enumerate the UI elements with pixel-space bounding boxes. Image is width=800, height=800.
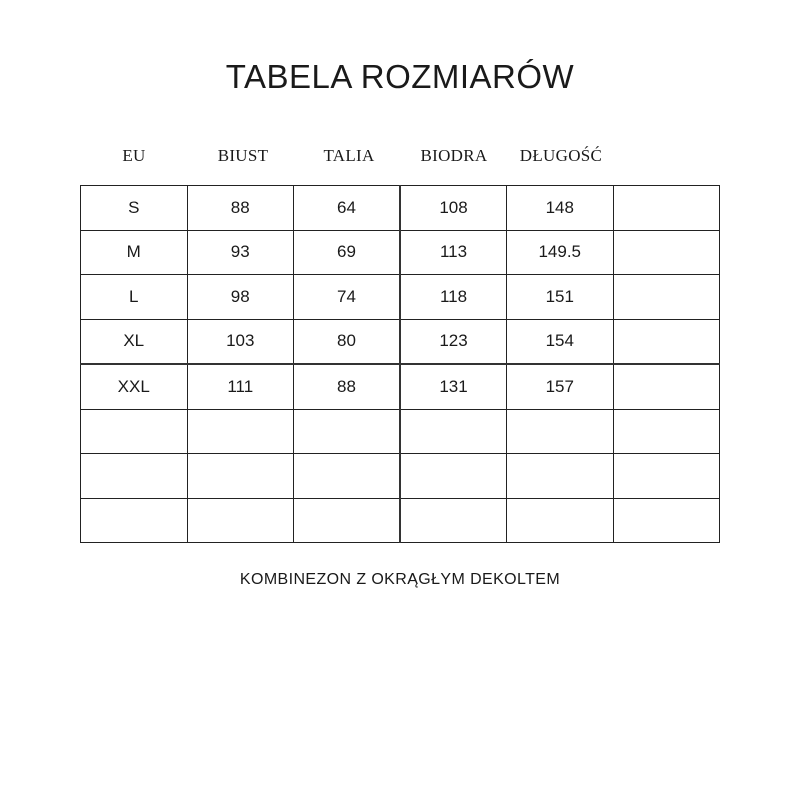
table-cell-empty xyxy=(81,498,188,543)
column-header-talia: TALIA xyxy=(323,146,375,165)
table-row xyxy=(81,498,720,543)
table-row xyxy=(81,364,720,409)
table-cell-empty xyxy=(613,186,720,231)
table-cell-biodra: 123 xyxy=(400,319,507,364)
table-cell-biodra: 118 xyxy=(400,275,507,320)
table-cell-empty xyxy=(613,364,720,409)
table-cell-empty xyxy=(400,409,507,454)
table-cell-empty xyxy=(400,498,507,543)
table-cell-empty xyxy=(613,230,720,275)
table-cell-biust: 88 xyxy=(187,186,294,231)
table-cell-biust: 103 xyxy=(187,319,294,364)
table-cell-empty xyxy=(81,454,188,499)
table-cell-empty xyxy=(613,498,720,543)
table-row xyxy=(81,275,720,320)
table-cell-talia: 80 xyxy=(294,319,401,364)
table-cell-size: L xyxy=(81,275,188,320)
table-cell-size: XL xyxy=(81,319,188,364)
table-cell-biodra: 108 xyxy=(400,186,507,231)
table-cell-empty xyxy=(613,454,720,499)
product-caption: KOMBINEZON Z OKRĄGŁYM DEKOLTEM xyxy=(239,571,561,588)
table-cell-empty xyxy=(400,454,507,499)
table-cell-talia: 64 xyxy=(294,186,401,231)
table-cell-empty xyxy=(507,409,614,454)
table-cell-biodra: 113 xyxy=(400,230,507,275)
table-cell-dlugosc: 154 xyxy=(507,319,614,364)
table-cell-dlugosc: 151 xyxy=(507,275,614,320)
table-cell-empty xyxy=(507,454,614,499)
column-header-biodra: BIODRA xyxy=(420,146,488,165)
table-row xyxy=(81,319,720,364)
column-header-biust: BIUST xyxy=(217,146,269,165)
column-header-dlugosc: DŁUGOŚĆ xyxy=(519,146,603,165)
column-header-eu: EU xyxy=(122,146,146,165)
table-cell-biust: 111 xyxy=(187,364,294,409)
table-cell-talia: 88 xyxy=(294,364,401,409)
table-cell-empty xyxy=(613,319,720,364)
table-cell-empty xyxy=(507,498,614,543)
table-cell-empty xyxy=(81,409,188,454)
table-cell-size: M xyxy=(81,230,188,275)
table-cell-empty xyxy=(613,409,720,454)
table-cell-dlugosc: 149.5 xyxy=(507,230,614,275)
table-cell-dlugosc: 148 xyxy=(507,186,614,231)
table-cell-empty xyxy=(613,275,720,320)
page-title: TABELA ROZMIARÓW xyxy=(225,58,575,95)
table-cell-dlugosc: 157 xyxy=(507,364,614,409)
table-cell-talia: 69 xyxy=(294,230,401,275)
table-row xyxy=(81,409,720,454)
size-table xyxy=(80,185,720,543)
table-cell-size: XXL xyxy=(81,364,188,409)
table-cell-size: S xyxy=(81,186,188,231)
table-cell-talia: 74 xyxy=(294,275,401,320)
table-cell-empty xyxy=(294,498,401,543)
table-row xyxy=(81,186,720,231)
table-cell-empty xyxy=(187,454,294,499)
table-cell-biust: 93 xyxy=(187,230,294,275)
table-cell-empty xyxy=(187,409,294,454)
table-cell-biodra: 131 xyxy=(400,364,507,409)
table-row xyxy=(81,230,720,275)
table-cell-empty xyxy=(294,454,401,499)
table-cell-empty xyxy=(294,409,401,454)
table-cell-empty xyxy=(187,498,294,543)
table-cell-biust: 98 xyxy=(187,275,294,320)
table-row xyxy=(81,454,720,499)
